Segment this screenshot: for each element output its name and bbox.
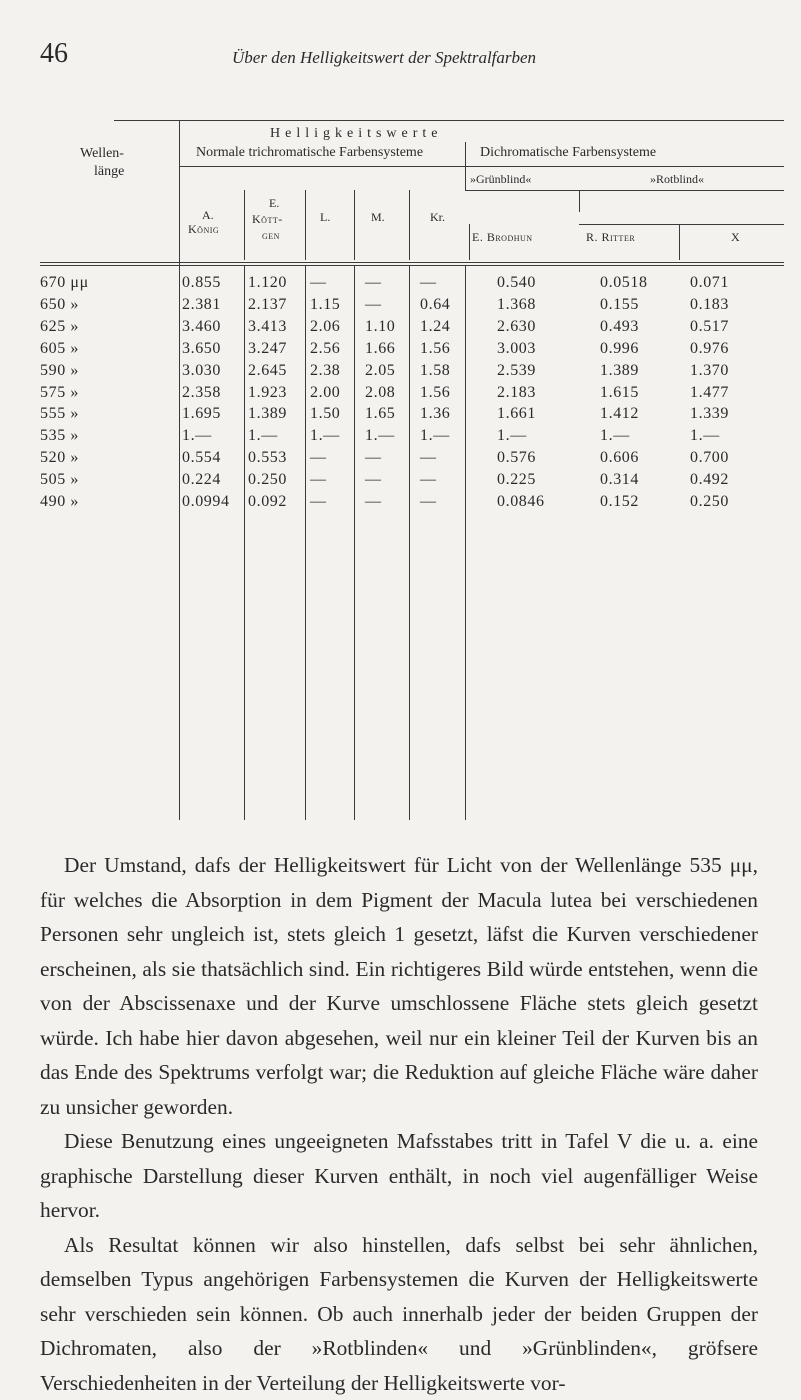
value-cell: 0.553 [248, 449, 287, 467]
value-cell: 1.— [497, 427, 527, 445]
value-cell: 0.224 [182, 471, 221, 489]
value-cell: — [420, 493, 437, 511]
value-cell: 2.05 [365, 362, 395, 380]
value-cell: 2.06 [310, 318, 340, 336]
koettgen-col-rule [305, 190, 306, 260]
header-bottom-rule [40, 262, 784, 263]
value-cell: 2.137 [248, 296, 287, 314]
value-cell: 1.389 [248, 405, 287, 423]
group-divider-rule [465, 142, 466, 190]
value-cell: 0.540 [497, 274, 536, 292]
wavelength-cell: 625 » [40, 318, 79, 336]
value-cell: 1.56 [420, 340, 450, 358]
paragraph: Als Resultat können wir also hinstellen, dafs selbst bei sehr ähnlichen, demselben Typus angehörigen Farbensystemen die Kurven der Helligkeitswerte sehr verschieden sein können. Ob auch innerhalb jeder der beiden Gruppen der Dichromaten, also der »Rotblinden« und »Grünblinden«, gröfsere Verschiedenheiten in der Verteilung der Helligkeitswerte vor- [40, 1228, 758, 1400]
value-cell: 2.08 [365, 384, 395, 402]
col-l: L. [320, 210, 330, 225]
value-cell: 0.0994 [182, 493, 230, 511]
value-cell: 0.64 [420, 296, 450, 314]
value-cell: 2.00 [310, 384, 340, 402]
value-cell: 1.— [690, 427, 720, 445]
value-cell: 1.477 [690, 384, 729, 402]
col-brodhun: E. Brodhun [472, 230, 533, 245]
wavelength-cell: 650 » [40, 296, 79, 314]
green-red-divider [579, 190, 580, 212]
value-cell: 0.576 [497, 449, 536, 467]
value-cell: 1.50 [310, 405, 340, 423]
col-koettgen-2: Kött- [252, 212, 283, 227]
group-normal-header: Normale trichromatische Farbensysteme [196, 145, 423, 161]
value-cell: 2.539 [497, 362, 536, 380]
col-koettgen-1: E. [269, 196, 279, 211]
group-header-rule [179, 166, 784, 167]
value-cell: 3.003 [497, 340, 536, 358]
wavelength-cell: 490 » [40, 493, 79, 511]
value-cell: 3.030 [182, 362, 221, 380]
wavelength-cell: 555 » [40, 405, 79, 423]
col-kr: Kr. [430, 210, 445, 225]
value-cell: 3.247 [248, 340, 287, 358]
value-cell: 1.24 [420, 318, 450, 336]
wavelength-cell: 505 » [40, 471, 79, 489]
value-cell: 1.615 [600, 384, 639, 402]
kr-col-rule [469, 224, 470, 260]
value-cell: 1.120 [248, 274, 287, 292]
value-cell: 0.976 [690, 340, 729, 358]
paragraph: Diese Benutzung eines ungeeigneten Mafsstabes tritt in Tafel V die u. a. eine graphische Darstellung dieser Kurven enthält, in noch viel augenfälliger Weise hervor. [40, 1124, 758, 1228]
value-cell: 0.152 [600, 493, 639, 511]
value-cell: 0.517 [690, 318, 729, 336]
value-cell: — [310, 471, 327, 489]
col-ritter: R. Ritter [586, 230, 635, 245]
value-cell: — [310, 274, 327, 292]
value-cell: 2.645 [248, 362, 287, 380]
col-koettgen-3: gen [262, 228, 280, 243]
value-cell: 2.56 [310, 340, 340, 358]
value-cell: 1.— [365, 427, 395, 445]
value-cell: 1.— [182, 427, 212, 445]
value-cell: 1.— [248, 427, 278, 445]
value-cell: 1.— [600, 427, 630, 445]
value-cell: — [310, 493, 327, 511]
value-cell: 3.460 [182, 318, 221, 336]
value-cell: 0.314 [600, 471, 639, 489]
value-cell: — [365, 296, 382, 314]
value-cell: 1.339 [690, 405, 729, 423]
body-col-rule-1 [244, 266, 245, 820]
value-cell: — [365, 471, 382, 489]
value-cell: 1.661 [497, 405, 536, 423]
value-cell: 3.650 [182, 340, 221, 358]
m-col-rule [409, 190, 410, 260]
koenig-col-rule [244, 190, 245, 260]
value-cell: — [365, 274, 382, 292]
wavelength-cell: 535 » [40, 427, 79, 445]
value-cell: 0.492 [690, 471, 729, 489]
col-x: X [731, 230, 740, 245]
col-m: M. [371, 210, 385, 225]
body-col-rule-2 [305, 266, 306, 820]
value-cell: 0.250 [690, 493, 729, 511]
value-cell: 0.700 [690, 449, 729, 467]
value-cell: 1.370 [690, 362, 729, 380]
wavelength-cell: 605 » [40, 340, 79, 358]
value-cell: — [420, 471, 437, 489]
wavelength-column-rule [179, 120, 180, 820]
value-cell: 0.554 [182, 449, 221, 467]
value-cell: 1.— [420, 427, 450, 445]
value-cell: 0.996 [600, 340, 639, 358]
value-cell: 2.358 [182, 384, 221, 402]
value-cell: 2.183 [497, 384, 536, 402]
value-cell: 0.606 [600, 449, 639, 467]
col-koenig-2: König [188, 222, 219, 237]
wavelength-cell: 590 » [40, 362, 79, 380]
dichro-subheader-rule [465, 190, 784, 191]
value-cell: 1.695 [182, 405, 221, 423]
value-cell: — [365, 449, 382, 467]
value-cell: 0.071 [690, 274, 729, 292]
subgroup-green-header: »Grünblind« [470, 172, 531, 187]
value-cell: 1.56 [420, 384, 450, 402]
value-cell: 1.58 [420, 362, 450, 380]
wavelength-cell: 670 μμ [40, 274, 89, 292]
wavelength-header-line-2: länge [94, 164, 124, 180]
body-col-rule-4 [409, 266, 410, 820]
value-cell: — [365, 493, 382, 511]
value-cell: 0.250 [248, 471, 287, 489]
body-col-rule-5 [465, 266, 466, 820]
group-dichro-header: Dichromatische Farbensysteme [480, 145, 656, 161]
value-cell: 0.092 [248, 493, 287, 511]
value-cell: 1.412 [600, 405, 639, 423]
value-cell: 0.855 [182, 274, 221, 292]
value-cell: 0.155 [600, 296, 639, 314]
value-cell: 1.923 [248, 384, 287, 402]
value-cell: 0.493 [600, 318, 639, 336]
value-cell: 0.0846 [497, 493, 545, 511]
body-text [40, 848, 758, 1400]
running-title: Über den Helligkeitswert der Spektralfarben [232, 48, 536, 68]
value-cell: 0.0518 [600, 274, 648, 292]
value-cell: 3.413 [248, 318, 287, 336]
l-col-rule [354, 190, 355, 260]
col-koenig-1: A. [202, 208, 214, 223]
table-top-rule [114, 120, 784, 121]
value-cell: 2.381 [182, 296, 221, 314]
value-cell: 2.38 [310, 362, 340, 380]
value-cell: 1.10 [365, 318, 395, 336]
value-cell: 1.— [310, 427, 340, 445]
value-cell: 1.66 [365, 340, 395, 358]
wavelength-cell: 520 » [40, 449, 79, 467]
header-bottom-rule-2 [40, 265, 784, 266]
subgroup-red-header: »Rotblind« [650, 172, 704, 187]
wavelength-cell: 575 » [40, 384, 79, 402]
value-cell: — [310, 449, 327, 467]
value-cell: 1.368 [497, 296, 536, 314]
value-cell: 0.225 [497, 471, 536, 489]
value-cell: 0.183 [690, 296, 729, 314]
value-cell: 2.630 [497, 318, 536, 336]
value-cell: 1.65 [365, 405, 395, 423]
body-col-rule-3 [354, 266, 355, 820]
wavelength-header-line-1: Wellen- [80, 146, 124, 162]
top-header: Helligkeitswerte [270, 126, 443, 142]
paragraph: Der Umstand, dafs der Helligkeitswert für Licht von der Wellenlänge 535 μμ, für welches die Absorption in dem Pigment der Macula lutea bei verschiedenen Personen sehr ungleich ist, stets gleich 1 gesetzt, läfst die Kurven verschiedener erscheinen, als sie thatsächlich sind. Ein richtigeres Bild würde entstehen, wenn die von der Abscissenaxe und der Kurve umschlossene Fläche stets gleich gesetzt würde. Ich habe hier davon abgesehen, weil nur ein kleiner Teil der Kurven bis an das Ende des Spektrums verfolgt war; die Reduktion auf gleiche Fläche wäre daher zu unsicher geworden. [40, 848, 758, 1124]
red-subheader-rule [579, 224, 784, 225]
value-cell: — [420, 449, 437, 467]
ritter-col-rule [679, 224, 680, 260]
page-number: 46 [40, 38, 68, 70]
value-cell: 1.389 [600, 362, 639, 380]
value-cell: — [420, 274, 437, 292]
value-cell: 1.36 [420, 405, 450, 423]
value-cell: 1.15 [310, 296, 340, 314]
